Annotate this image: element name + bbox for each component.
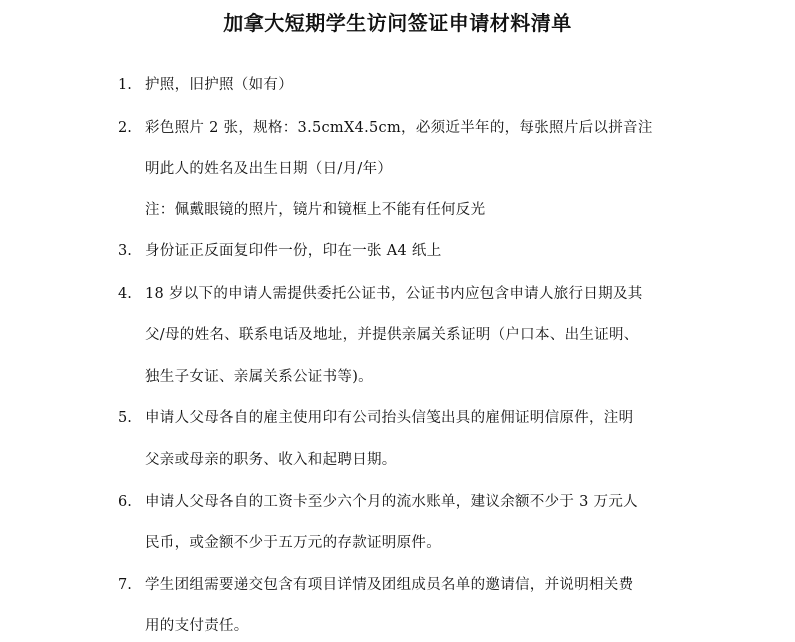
page-title: 加拿大短期学生访问签证申请材料清单 <box>223 11 572 35</box>
list-item-line: 独生子女证、亲属关系公证书等)。 <box>145 369 373 385</box>
list-item-line: 身份证正反面复印件一份，印在一张 A4 纸上 <box>145 243 442 259</box>
list-item-line: 申请人父母各自的雇主使用印有公司抬头信笺出具的雇佣证明信原件，注明 <box>145 410 634 426</box>
item-number: 5. <box>118 410 132 426</box>
item-number: 7. <box>118 577 132 593</box>
list-item-line: 父/母的姓名、联系电话及地址，并提供亲属关系证明（户口本、出生证明、 <box>145 327 639 343</box>
list-item-line: 申请人父母各自的工资卡至少六个月的流水账单，建议余额不少于 3 万元人 <box>145 494 638 510</box>
list-item-note: 注：佩戴眼镜的照片，镜片和镜框上不能有任何反光 <box>145 202 486 218</box>
item-number: 3. <box>118 243 132 259</box>
list-item-line: 彩色照片 2 张，规格：3.5cmX4.5cm，必须近半年的，每张照片后以拼音注 <box>145 120 653 136</box>
list-item-line: 护照，旧护照（如有） <box>145 77 293 93</box>
list-item-line: 父亲或母亲的职务、收入和起聘日期。 <box>145 452 397 468</box>
list-item-line: 学生团组需要递交包含有项目详情及团组成员名单的邀请信，并说明相关费 <box>145 577 634 593</box>
item-number: 2. <box>118 120 132 136</box>
list-item-line: 18 岁以下的申请人需提供委托公证书，公证书内应包含申请人旅行日期及其 <box>145 286 643 302</box>
list-item-line: 明此人的姓名及出生日期（日/月/年） <box>145 161 393 177</box>
list-item-line: 民币，或金额不少于五万元的存款证明原件。 <box>145 535 441 551</box>
list-item-line: 用的支付责任。 <box>145 618 249 634</box>
item-number: 1. <box>118 77 132 93</box>
item-number: 4. <box>118 286 132 302</box>
item-number: 6. <box>118 494 132 510</box>
